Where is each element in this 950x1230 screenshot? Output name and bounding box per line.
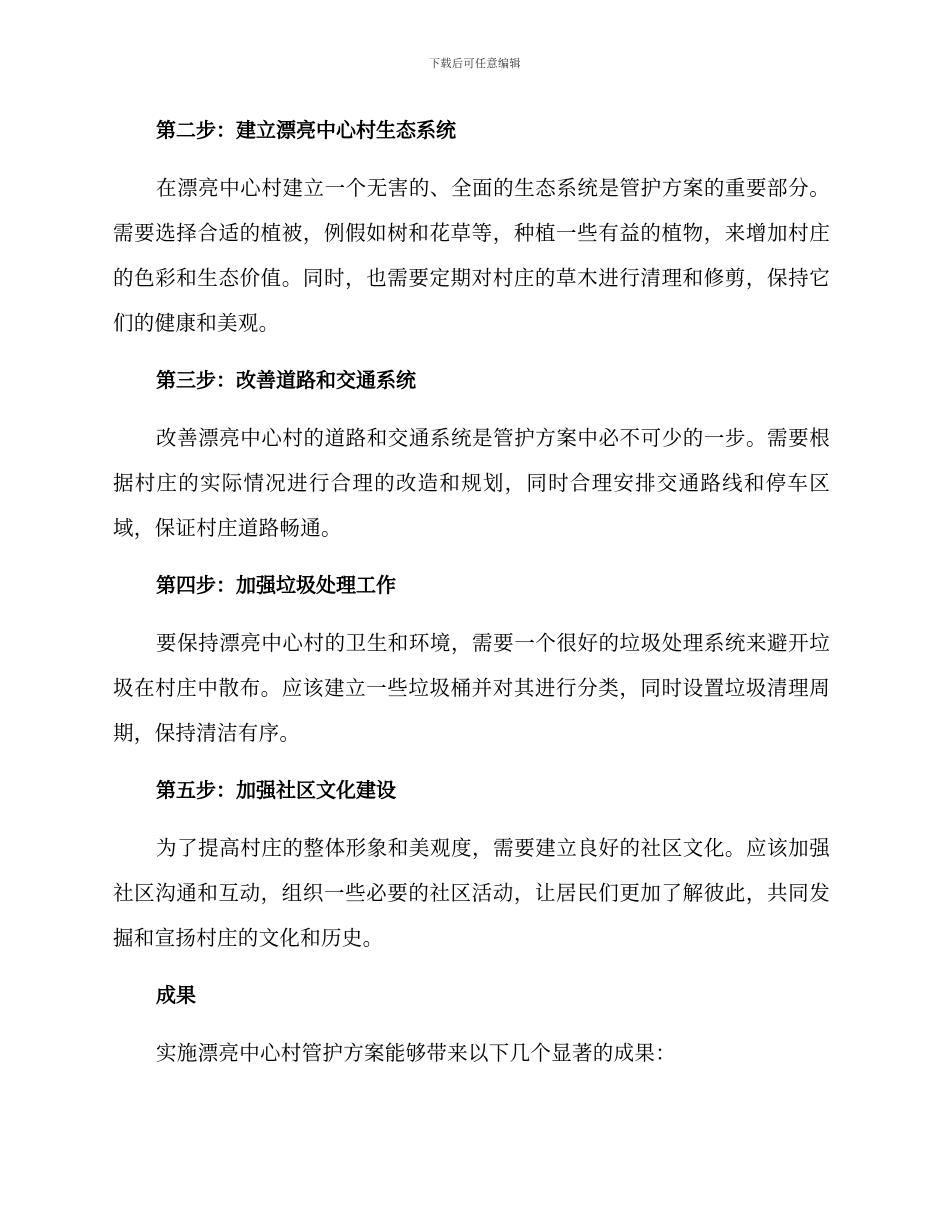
section-paragraph: 实施漂亮中心村管护方案能够带来以下几个显著的成果： xyxy=(156,1041,676,1065)
section-heading: 第三步：改善道路和交通系统 xyxy=(156,368,416,392)
section-heading: 第四步：加强垃圾处理工作 xyxy=(156,573,396,597)
section-paragraph: 改善漂亮中心村的道路和交通系统是管护方案中必不可少的一步。需要根据村庄的实际情况进行合理的改造和规划，同时合理安排交通路线和停车区域，保证村庄道路畅通。 xyxy=(113,426,830,540)
section-step-4 xyxy=(113,563,830,756)
page-header-note: 下载后可任意编辑 xyxy=(429,57,521,70)
section-heading: 第二步：建立漂亮中心村生态系统 xyxy=(156,118,456,142)
section-step-3 xyxy=(113,358,830,551)
section-paragraph: 要保持漂亮中心村的卫生和环境，需要一个很好的垃圾处理系统来避开垃圾在村庄中散布。应该建立一些垃圾桶并对其进行分类，同时设置垃圾清理周期，保持清洁有序。 xyxy=(113,631,830,745)
document-body xyxy=(113,108,830,1088)
section-paragraph: 为了提高村庄的整体形象和美观度，需要建立良好的社区文化。应该加强社区沟通和互动，组织一些必要的社区活动，让居民们更加了解彼此，共同发掘和宣扬村庄的文化和历史。 xyxy=(113,836,830,950)
section-step-5 xyxy=(113,768,830,961)
section-heading: 第五步：加强社区文化建设 xyxy=(156,778,396,802)
section-paragraph: 在漂亮中心村建立一个无害的、全面的生态系统是管护方案的重要部分。需要选择合适的植被，例假如树和花草等，种植一些有益的植物，来增加村庄的色彩和生态价值。同时，也需要定期对村庄的草木进行清理和修剪，保持它们的健康和美观。 xyxy=(113,176,830,335)
section-results xyxy=(113,973,830,1076)
section-heading: 成果 xyxy=(156,983,196,1007)
section-step-2 xyxy=(113,108,830,346)
